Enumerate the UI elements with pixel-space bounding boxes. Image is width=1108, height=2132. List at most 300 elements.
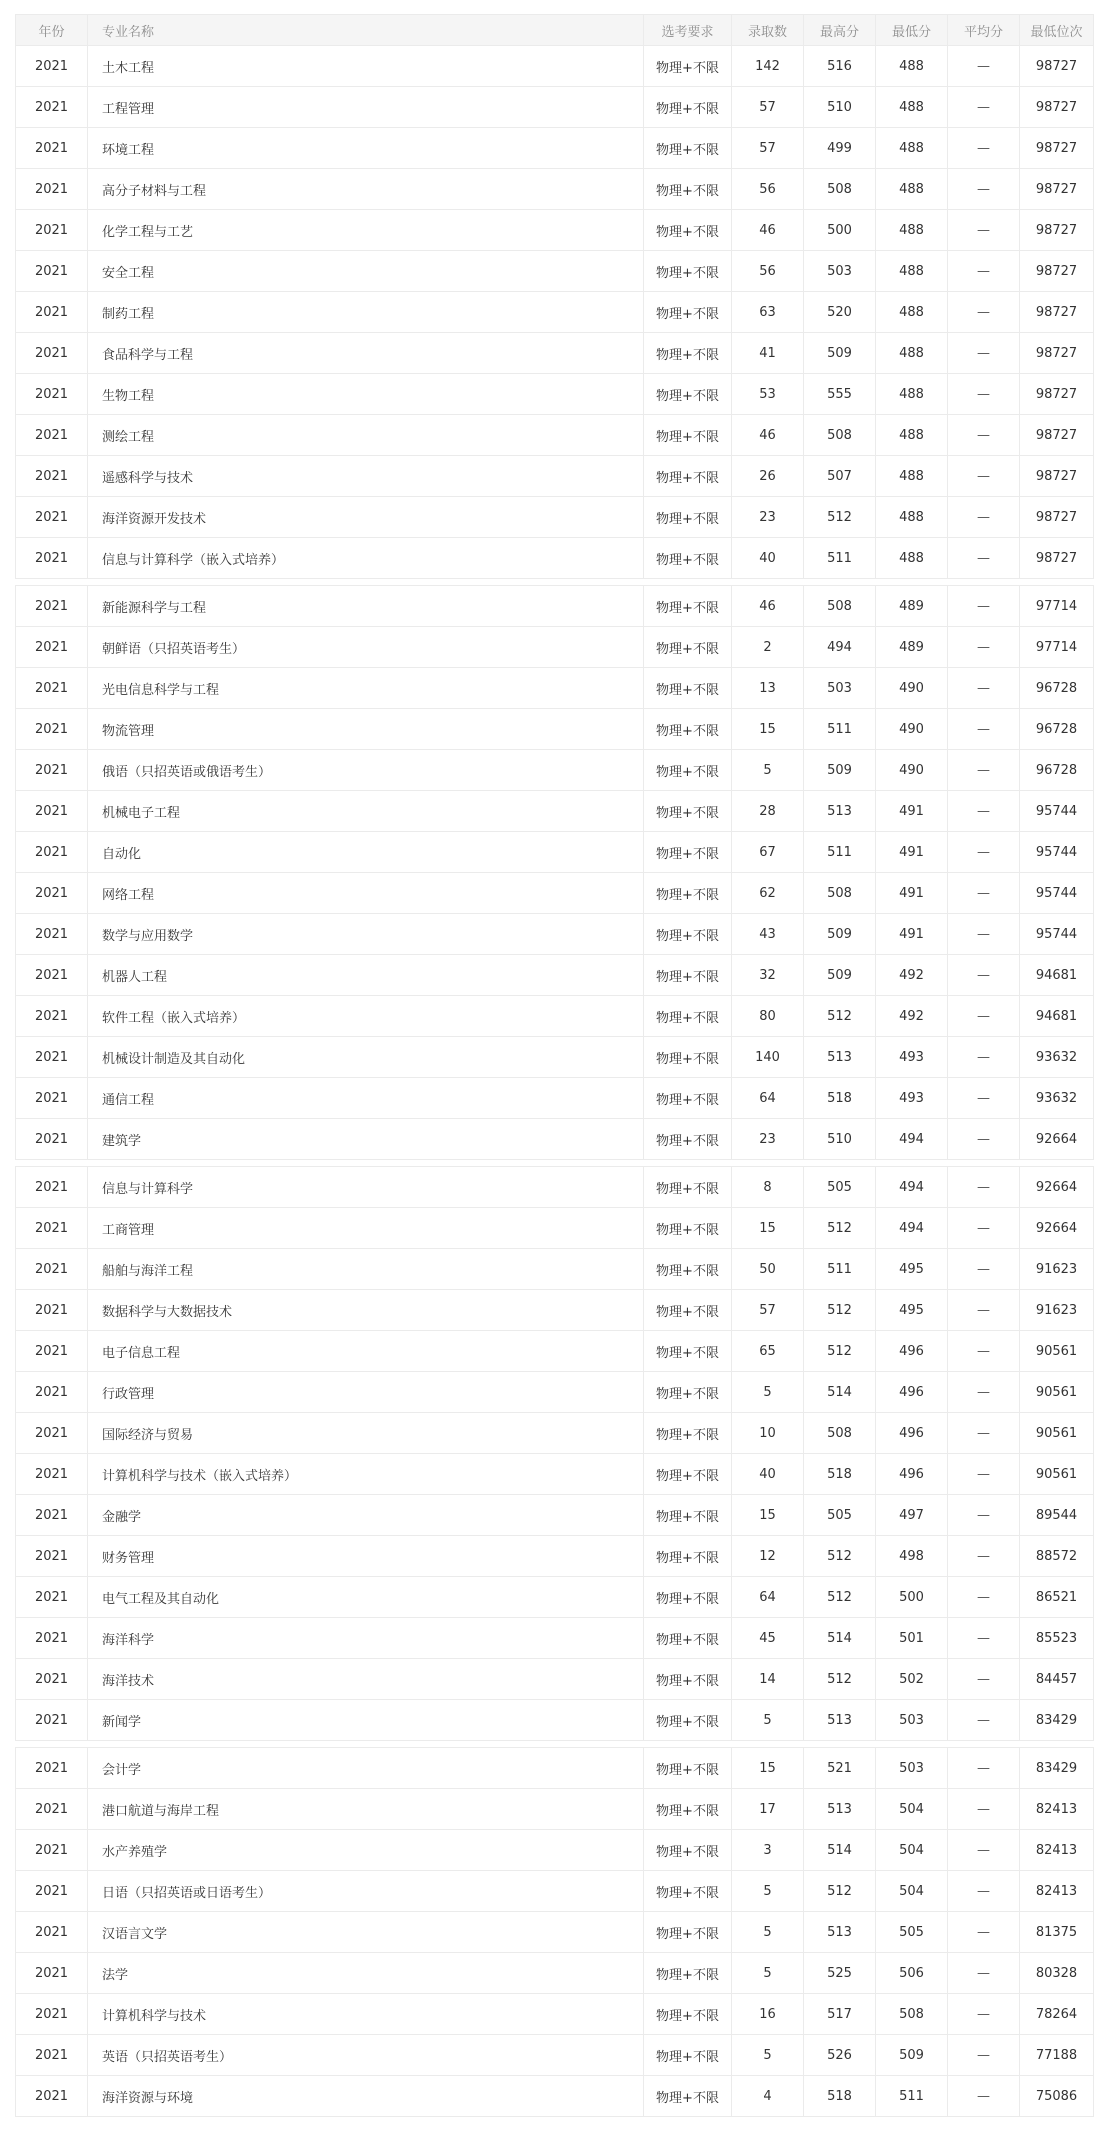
cell-highest-score: 513 [804,1789,876,1830]
cell-major-name: 环境工程 [88,128,644,169]
cell-average-score: — [948,1454,1020,1495]
cell-lowest-score: 493 [876,1037,948,1078]
cell-year: 2021 [16,1871,88,1912]
cell-highest-score: 510 [804,1119,876,1160]
cell-subject-requirement: 物理+不限 [644,1748,732,1789]
cell-highest-score: 509 [804,955,876,996]
cell-lowest-rank: 98727 [1020,210,1094,251]
cell-average-score: — [948,586,1020,627]
cell-average-score: — [948,1290,1020,1331]
cell-major-name: 会计学 [88,1748,644,1789]
cell-lowest-rank: 88572 [1020,1536,1094,1577]
cell-average-score: — [948,1249,1020,1290]
cell-major-name: 船舶与海洋工程 [88,1249,644,1290]
cell-highest-score: 509 [804,750,876,791]
group-gap [16,1160,1094,1167]
cell-major-name: 数据科学与大数据技术 [88,1290,644,1331]
cell-year: 2021 [16,538,88,579]
cell-lowest-rank: 84457 [1020,1659,1094,1700]
cell-lowest-score: 503 [876,1700,948,1741]
cell-year: 2021 [16,497,88,538]
cell-highest-score: 518 [804,1078,876,1119]
cell-average-score: — [948,2035,1020,2076]
cell-admitted-count: 41 [732,333,804,374]
cell-lowest-score: 504 [876,1871,948,1912]
cell-year: 2021 [16,1953,88,1994]
cell-admitted-count: 23 [732,1119,804,1160]
cell-year: 2021 [16,709,88,750]
cell-average-score: — [948,1789,1020,1830]
cell-subject-requirement: 物理+不限 [644,1536,732,1577]
cell-average-score: — [948,627,1020,668]
table-row [16,1536,1094,1577]
cell-lowest-score: 494 [876,1119,948,1160]
cell-subject-requirement: 物理+不限 [644,415,732,456]
cell-subject-requirement: 物理+不限 [644,1119,732,1160]
cell-highest-score: 521 [804,1748,876,1789]
cell-year: 2021 [16,128,88,169]
cell-subject-requirement: 物理+不限 [644,456,732,497]
table-row [16,996,1094,1037]
cell-year: 2021 [16,1372,88,1413]
table-row [16,1208,1094,1249]
cell-lowest-score: 492 [876,955,948,996]
cell-highest-score: 508 [804,873,876,914]
cell-admitted-count: 12 [732,1536,804,1577]
cell-lowest-rank: 83429 [1020,1700,1094,1741]
cell-subject-requirement: 物理+不限 [644,333,732,374]
header-major-name: 专业名称 [88,15,644,46]
cell-subject-requirement: 物理+不限 [644,1789,732,1830]
cell-average-score: — [948,292,1020,333]
cell-highest-score: 512 [804,996,876,1037]
group-gap-cell [16,1741,1094,1748]
table-row [16,627,1094,668]
cell-lowest-rank: 91623 [1020,1290,1094,1331]
table-row [16,1078,1094,1119]
cell-major-name: 机械电子工程 [88,791,644,832]
table-row [16,1700,1094,1741]
cell-subject-requirement: 物理+不限 [644,1037,732,1078]
cell-admitted-count: 64 [732,1577,804,1618]
cell-major-name: 安全工程 [88,251,644,292]
cell-lowest-rank: 90561 [1020,1413,1094,1454]
table-row [16,586,1094,627]
cell-year: 2021 [16,1618,88,1659]
cell-lowest-rank: 90561 [1020,1454,1094,1495]
table-row [16,374,1094,415]
cell-lowest-rank: 95744 [1020,832,1094,873]
cell-major-name: 水产养殖学 [88,1830,644,1871]
cell-highest-score: 505 [804,1495,876,1536]
cell-highest-score: 518 [804,1454,876,1495]
cell-lowest-score: 491 [876,914,948,955]
table-row [16,1290,1094,1331]
cell-admitted-count: 56 [732,169,804,210]
cell-major-name: 数学与应用数学 [88,914,644,955]
cell-average-score: — [948,1871,1020,1912]
cell-year: 2021 [16,914,88,955]
cell-major-name: 朝鲜语（只招英语考生） [88,627,644,668]
table-row [16,2076,1094,2117]
cell-subject-requirement: 物理+不限 [644,87,732,128]
cell-admitted-count: 46 [732,210,804,251]
cell-average-score: — [948,1495,1020,1536]
cell-major-name: 国际经济与贸易 [88,1413,644,1454]
cell-year: 2021 [16,750,88,791]
cell-average-score: — [948,1830,1020,1871]
cell-major-name: 行政管理 [88,1372,644,1413]
cell-average-score: — [948,456,1020,497]
cell-year: 2021 [16,210,88,251]
cell-year: 2021 [16,791,88,832]
table-row [16,415,1094,456]
cell-lowest-score: 495 [876,1249,948,1290]
cell-highest-score: 512 [804,1290,876,1331]
cell-highest-score: 503 [804,668,876,709]
cell-lowest-score: 496 [876,1372,948,1413]
cell-subject-requirement: 物理+不限 [644,46,732,87]
header-year: 年份 [16,15,88,46]
cell-highest-score: 509 [804,333,876,374]
cell-admitted-count: 56 [732,251,804,292]
cell-admitted-count: 5 [732,2035,804,2076]
table-row [16,955,1094,996]
cell-lowest-score: 504 [876,1789,948,1830]
table-row [16,46,1094,87]
cell-average-score: — [948,1413,1020,1454]
cell-lowest-score: 488 [876,210,948,251]
cell-average-score: — [948,1994,1020,2035]
table-row [16,832,1094,873]
cell-lowest-score: 491 [876,873,948,914]
cell-major-name: 财务管理 [88,1536,644,1577]
cell-admitted-count: 2 [732,627,804,668]
cell-average-score: — [948,832,1020,873]
cell-admitted-count: 3 [732,1830,804,1871]
cell-highest-score: 514 [804,1618,876,1659]
header-lowest-score: 最低分 [876,15,948,46]
cell-highest-score: 513 [804,1912,876,1953]
cell-lowest-score: 502 [876,1659,948,1700]
cell-admitted-count: 67 [732,832,804,873]
cell-lowest-rank: 83429 [1020,1748,1094,1789]
group-gap [16,1741,1094,1748]
cell-lowest-rank: 98727 [1020,251,1094,292]
cell-lowest-score: 488 [876,497,948,538]
cell-subject-requirement: 物理+不限 [644,873,732,914]
cell-year: 2021 [16,1994,88,2035]
cell-major-name: 新能源科学与工程 [88,586,644,627]
cell-major-name: 港口航道与海岸工程 [88,1789,644,1830]
cell-lowest-score: 490 [876,668,948,709]
cell-lowest-score: 488 [876,292,948,333]
table-header-row [16,15,1094,46]
cell-lowest-rank: 95744 [1020,873,1094,914]
cell-year: 2021 [16,292,88,333]
cell-average-score: — [948,497,1020,538]
cell-year: 2021 [16,832,88,873]
cell-year: 2021 [16,627,88,668]
cell-highest-score: 511 [804,832,876,873]
cell-major-name: 生物工程 [88,374,644,415]
cell-highest-score: 513 [804,791,876,832]
cell-highest-score: 514 [804,1830,876,1871]
table-row [16,1659,1094,1700]
cell-subject-requirement: 物理+不限 [644,586,732,627]
cell-highest-score: 508 [804,415,876,456]
cell-lowest-rank: 85523 [1020,1618,1094,1659]
cell-lowest-score: 491 [876,791,948,832]
cell-major-name: 汉语言文学 [88,1912,644,1953]
cell-lowest-rank: 92664 [1020,1208,1094,1249]
cell-average-score: — [948,1208,1020,1249]
cell-average-score: — [948,1577,1020,1618]
cell-lowest-score: 501 [876,1618,948,1659]
cell-admitted-count: 15 [732,1748,804,1789]
cell-lowest-score: 490 [876,750,948,791]
table-row [16,1912,1094,1953]
cell-lowest-rank: 90561 [1020,1331,1094,1372]
cell-highest-score: 512 [804,497,876,538]
cell-admitted-count: 13 [732,668,804,709]
header-average-score: 平均分 [948,15,1020,46]
cell-highest-score: 494 [804,627,876,668]
cell-highest-score: 499 [804,128,876,169]
cell-lowest-rank: 86521 [1020,1577,1094,1618]
cell-year: 2021 [16,873,88,914]
cell-lowest-rank: 98727 [1020,169,1094,210]
table-row [16,873,1094,914]
table-row [16,210,1094,251]
cell-admitted-count: 23 [732,497,804,538]
cell-admitted-count: 14 [732,1659,804,1700]
cell-year: 2021 [16,2076,88,2117]
cell-average-score: — [948,996,1020,1037]
cell-year: 2021 [16,1659,88,1700]
cell-lowest-rank: 98727 [1020,497,1094,538]
cell-highest-score: 510 [804,87,876,128]
cell-average-score: — [948,1912,1020,1953]
cell-subject-requirement: 物理+不限 [644,1618,732,1659]
cell-admitted-count: 5 [732,750,804,791]
cell-highest-score: 526 [804,2035,876,2076]
table-row [16,497,1094,538]
cell-highest-score: 525 [804,1953,876,1994]
cell-admitted-count: 43 [732,914,804,955]
cell-lowest-score: 496 [876,1413,948,1454]
cell-major-name: 海洋技术 [88,1659,644,1700]
cell-year: 2021 [16,1748,88,1789]
cell-subject-requirement: 物理+不限 [644,1912,732,1953]
cell-admitted-count: 53 [732,374,804,415]
cell-average-score: — [948,251,1020,292]
cell-highest-score: 517 [804,1994,876,2035]
cell-average-score: — [948,333,1020,374]
cell-lowest-score: 493 [876,1078,948,1119]
cell-lowest-rank: 91623 [1020,1249,1094,1290]
cell-major-name: 电子信息工程 [88,1331,644,1372]
table-row [16,87,1094,128]
cell-admitted-count: 50 [732,1249,804,1290]
cell-average-score: — [948,46,1020,87]
cell-average-score: — [948,1659,1020,1700]
cell-year: 2021 [16,1700,88,1741]
cell-subject-requirement: 物理+不限 [644,750,732,791]
cell-lowest-score: 494 [876,1167,948,1208]
cell-average-score: — [948,210,1020,251]
cell-admitted-count: 26 [732,456,804,497]
cell-lowest-rank: 98727 [1020,374,1094,415]
cell-average-score: — [948,1953,1020,1994]
cell-admitted-count: 142 [732,46,804,87]
cell-average-score: — [948,169,1020,210]
table-row [16,128,1094,169]
cell-lowest-rank: 98727 [1020,456,1094,497]
cell-lowest-score: 492 [876,996,948,1037]
cell-subject-requirement: 物理+不限 [644,1372,732,1413]
cell-admitted-count: 5 [732,1700,804,1741]
cell-lowest-rank: 97714 [1020,586,1094,627]
cell-subject-requirement: 物理+不限 [644,292,732,333]
cell-lowest-score: 491 [876,832,948,873]
cell-major-name: 光电信息科学与工程 [88,668,644,709]
table-row [16,1249,1094,1290]
cell-subject-requirement: 物理+不限 [644,374,732,415]
cell-major-name: 测绘工程 [88,415,644,456]
cell-subject-requirement: 物理+不限 [644,1953,732,1994]
cell-year: 2021 [16,1413,88,1454]
cell-average-score: — [948,374,1020,415]
cell-average-score: — [948,750,1020,791]
cell-lowest-score: 496 [876,1331,948,1372]
cell-admitted-count: 15 [732,1495,804,1536]
cell-lowest-score: 490 [876,709,948,750]
cell-lowest-rank: 82413 [1020,1789,1094,1830]
cell-major-name: 俄语（只招英语或俄语考生） [88,750,644,791]
cell-year: 2021 [16,1078,88,1119]
cell-year: 2021 [16,668,88,709]
cell-highest-score: 507 [804,456,876,497]
cell-lowest-score: 496 [876,1454,948,1495]
cell-lowest-rank: 92664 [1020,1119,1094,1160]
cell-subject-requirement: 物理+不限 [644,1208,732,1249]
cell-lowest-score: 509 [876,2035,948,2076]
cell-subject-requirement: 物理+不限 [644,251,732,292]
cell-lowest-rank: 98727 [1020,292,1094,333]
cell-year: 2021 [16,1454,88,1495]
cell-lowest-rank: 98727 [1020,538,1094,579]
cell-lowest-score: 488 [876,87,948,128]
cell-subject-requirement: 物理+不限 [644,1078,732,1119]
cell-highest-score: 555 [804,374,876,415]
cell-lowest-rank: 90561 [1020,1372,1094,1413]
cell-lowest-score: 489 [876,586,948,627]
cell-admitted-count: 46 [732,415,804,456]
cell-admitted-count: 8 [732,1167,804,1208]
cell-year: 2021 [16,2035,88,2076]
table-row [16,292,1094,333]
cell-highest-score: 512 [804,1871,876,1912]
cell-lowest-rank: 78264 [1020,1994,1094,2035]
table-row [16,1413,1094,1454]
cell-average-score: — [948,415,1020,456]
cell-admitted-count: 57 [732,87,804,128]
cell-major-name: 自动化 [88,832,644,873]
cell-subject-requirement: 物理+不限 [644,1167,732,1208]
cell-highest-score: 511 [804,709,876,750]
cell-year: 2021 [16,1830,88,1871]
cell-subject-requirement: 物理+不限 [644,627,732,668]
cell-lowest-rank: 82413 [1020,1830,1094,1871]
cell-lowest-score: 497 [876,1495,948,1536]
cell-major-name: 新闻学 [88,1700,644,1741]
cell-highest-score: 500 [804,210,876,251]
cell-year: 2021 [16,1912,88,1953]
cell-lowest-score: 506 [876,1953,948,1994]
cell-average-score: — [948,1167,1020,1208]
cell-admitted-count: 62 [732,873,804,914]
cell-subject-requirement: 物理+不限 [644,1290,732,1331]
cell-subject-requirement: 物理+不限 [644,1495,732,1536]
cell-admitted-count: 57 [732,128,804,169]
cell-year: 2021 [16,1037,88,1078]
cell-admitted-count: 45 [732,1618,804,1659]
cell-subject-requirement: 物理+不限 [644,668,732,709]
cell-highest-score: 512 [804,1577,876,1618]
cell-major-name: 软件工程（嵌入式培养） [88,996,644,1037]
header-admitted-count: 录取数 [732,15,804,46]
cell-admitted-count: 57 [732,1290,804,1331]
table-row [16,1119,1094,1160]
header-highest-score: 最高分 [804,15,876,46]
cell-admitted-count: 15 [732,1208,804,1249]
cell-average-score: — [948,538,1020,579]
cell-year: 2021 [16,955,88,996]
group-gap-cell [16,1160,1094,1167]
cell-lowest-rank: 95744 [1020,791,1094,832]
cell-subject-requirement: 物理+不限 [644,210,732,251]
admission-scores-table [15,14,1094,2117]
cell-lowest-rank: 94681 [1020,955,1094,996]
cell-admitted-count: 46 [732,586,804,627]
table-row [16,1789,1094,1830]
table-row [16,333,1094,374]
cell-major-name: 建筑学 [88,1119,644,1160]
cell-highest-score: 514 [804,1372,876,1413]
cell-lowest-rank: 89544 [1020,1495,1094,1536]
cell-major-name: 计算机科学与技术（嵌入式培养） [88,1454,644,1495]
cell-subject-requirement: 物理+不限 [644,832,732,873]
cell-average-score: — [948,1536,1020,1577]
cell-admitted-count: 28 [732,791,804,832]
table-row [16,791,1094,832]
cell-subject-requirement: 物理+不限 [644,996,732,1037]
table-row [16,914,1094,955]
cell-average-score: — [948,1700,1020,1741]
cell-subject-requirement: 物理+不限 [644,1249,732,1290]
cell-highest-score: 518 [804,2076,876,2117]
cell-major-name: 网络工程 [88,873,644,914]
cell-major-name: 日语（只招英语或日语考生） [88,1871,644,1912]
cell-lowest-rank: 97714 [1020,627,1094,668]
cell-year: 2021 [16,1495,88,1536]
cell-admitted-count: 63 [732,292,804,333]
cell-lowest-rank: 77188 [1020,2035,1094,2076]
cell-admitted-count: 5 [732,1871,804,1912]
table-row [16,1454,1094,1495]
cell-admitted-count: 17 [732,1789,804,1830]
